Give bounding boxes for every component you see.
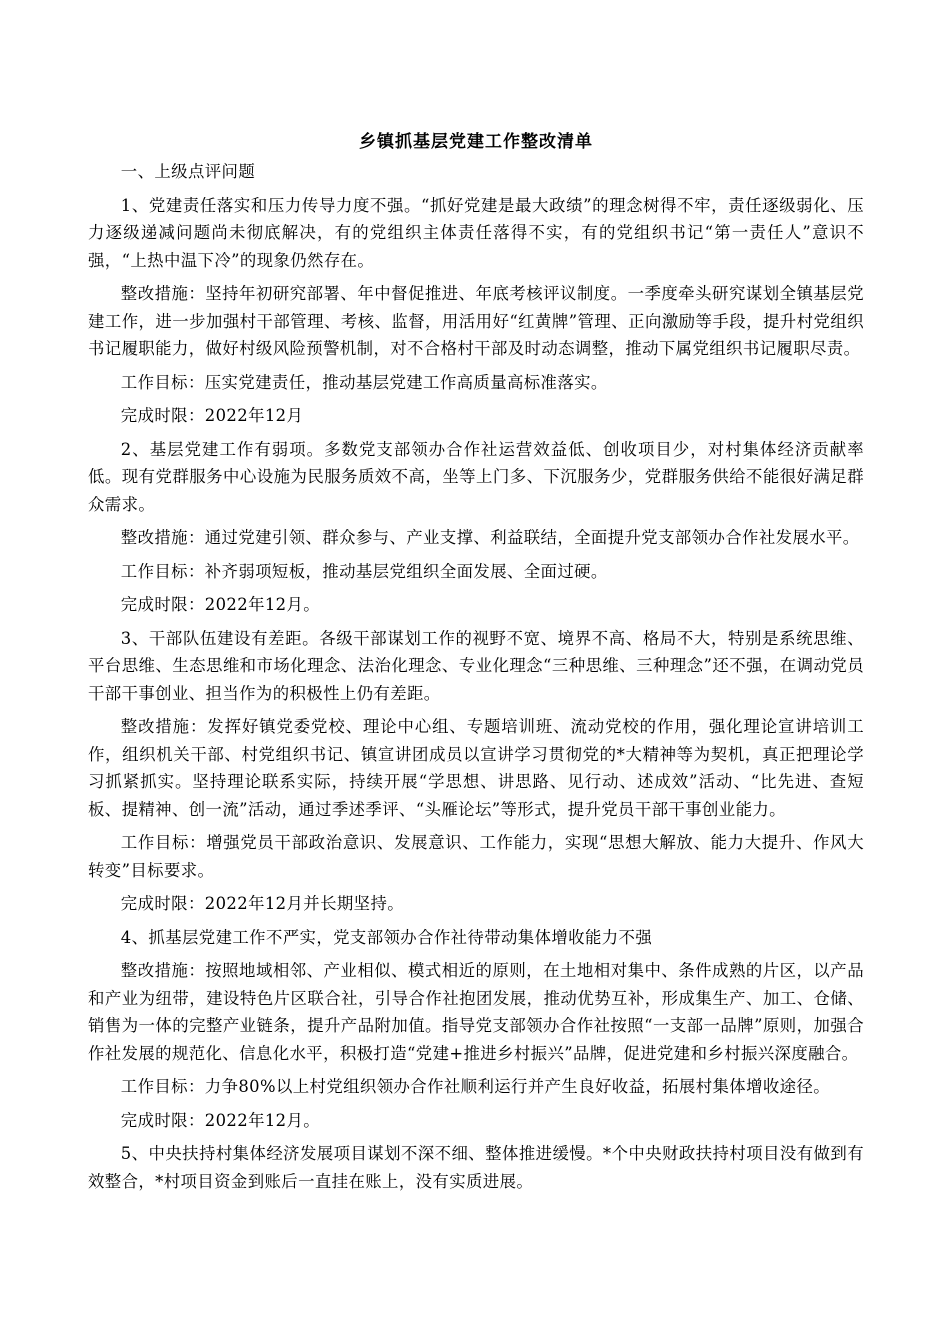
document-title: 乡镇抓基层党建工作整改清单 (359, 132, 593, 152)
document-page (88, 128, 864, 1201)
body-paragraph: 工作目标：增强党员干部政治意识、发展意识、工作能力，实现“思想大解放、能力大提升、作风大转变”目标要求。 (88, 833, 864, 880)
body-paragraph: 整改措施：坚持年初研究部署、年中督促推进、年底考核评议制度。一季度牵头研究谋划全镇基层党建工作，进一步加强村干部管理、考核、监督，用活用好“红黄牌”管理、正向激励等手段，提升村党组织书记履职能力，做好村级风险预警机制，对不合格村干部及时动态调整，推动下属党组织书记履职尽责。 (88, 284, 864, 358)
body-paragraph: 整改措施：发挥好镇党委党校、理论中心组、专题培训班、流动党校的作用，强化理论宣讲培训工作，组织机关干部、村党组织书记、镇宣讲团成员以宣讲学习贯彻党的*大精神等为契机，真正把理论学习抓紧抓实。坚持理论联系实际，持续开展“学思想、讲思路、见行动、述成效”活动、“比先进、查短板、提精神、创一流”活动，通过季述季评、“头雁论坛”等形式，提升党员干部干事创业能力。 (88, 717, 864, 819)
body-paragraph: 5、中央扶持村集体经济发展项目谋划不深不细、整体推进缓慢。*个中央财政扶持村项目没有做到有效整合，*村项目资金到账后一直挂在账上，没有实质进展。 (88, 1144, 864, 1191)
body-paragraph: 工作目标：压实党建责任，推动基层党建工作高质量高标准落实。 (120, 372, 608, 392)
body-paragraph: 整改措施：按照地域相邻、产业相似、模式相近的原则，在土地相对集中、条件成熟的片区，以产品和产业为纽带，建设特色片区联合社，引导合作社抱团发展，推动优势互补，形成集生产、加工、仓储、销售为一体的完整产业链条，提升产品附加值。指导党支部领办合作社按照“一支部一品牌”原则，加强合作社发展的规范化、信息化水平，积极打造“党建+推进乡村振兴”品牌，促进党建和乡村振兴深度融合。 (88, 961, 864, 1063)
body-paragraph: 4、抓基层党建工作不严实，党支部领办合作社待带动集体增收能力不强 (120, 927, 653, 947)
body-paragraph: 1、党建责任落实和压力传导力度不强。“抓好党建是最大政绩”的理念树得不牢，责任逐级弱化、压力逐级递减问题尚未彻底解决，有的党组织主体责任落得不实，有的党组织书记“第一责任人”意识不强，“上热中温下冷”的现象仍然存在。 (88, 195, 864, 270)
body-paragraph: 完成时限：2022年12月并长期坚持。 (120, 894, 405, 913)
body-paragraph: 3、干部队伍建设有差距。各级干部谋划工作的视野不宽、境界不高、格局不大，特别是系统思维、平台思维、生态思维和市场化理念、法治化理念、专业化理念“三种思维、三种理念”还不强，在调动党员干部干事创业、担当作为的积极性上仍有差距。 (88, 628, 864, 703)
body-paragraph: 工作目标：力争80%以上村党组织领办合作社顺利运行并产生良好收益，拓展村集体增收途径。 (120, 1077, 831, 1096)
body-paragraph: 完成时限：2022年12月 (120, 406, 304, 425)
document-body (88, 158, 864, 1195)
body-paragraph: 完成时限：2022年12月。 (120, 595, 321, 614)
section-heading: 一、上级点评问题 (120, 162, 256, 181)
body-paragraph: 工作目标：补齐弱项短板，推动基层党组织全面发展、全面过硬。 (120, 561, 608, 581)
body-paragraph: 2、基层党建工作有弱项。多数党支部领办合作社运营效益低、创收项目少，对村集体经济贡献率低。现有党群服务中心设施为民服务质效不高，坐等上门多、下沉服务少，党群服务供给不能很好满足群众需求。 (88, 439, 864, 514)
body-paragraph: 完成时限：2022年12月。 (120, 1110, 321, 1130)
body-paragraph: 整改措施：通过党建引领、群众参与、产业支撑、利益联结，全面提升党支部领办合作社发展水平。 (120, 528, 860, 547)
